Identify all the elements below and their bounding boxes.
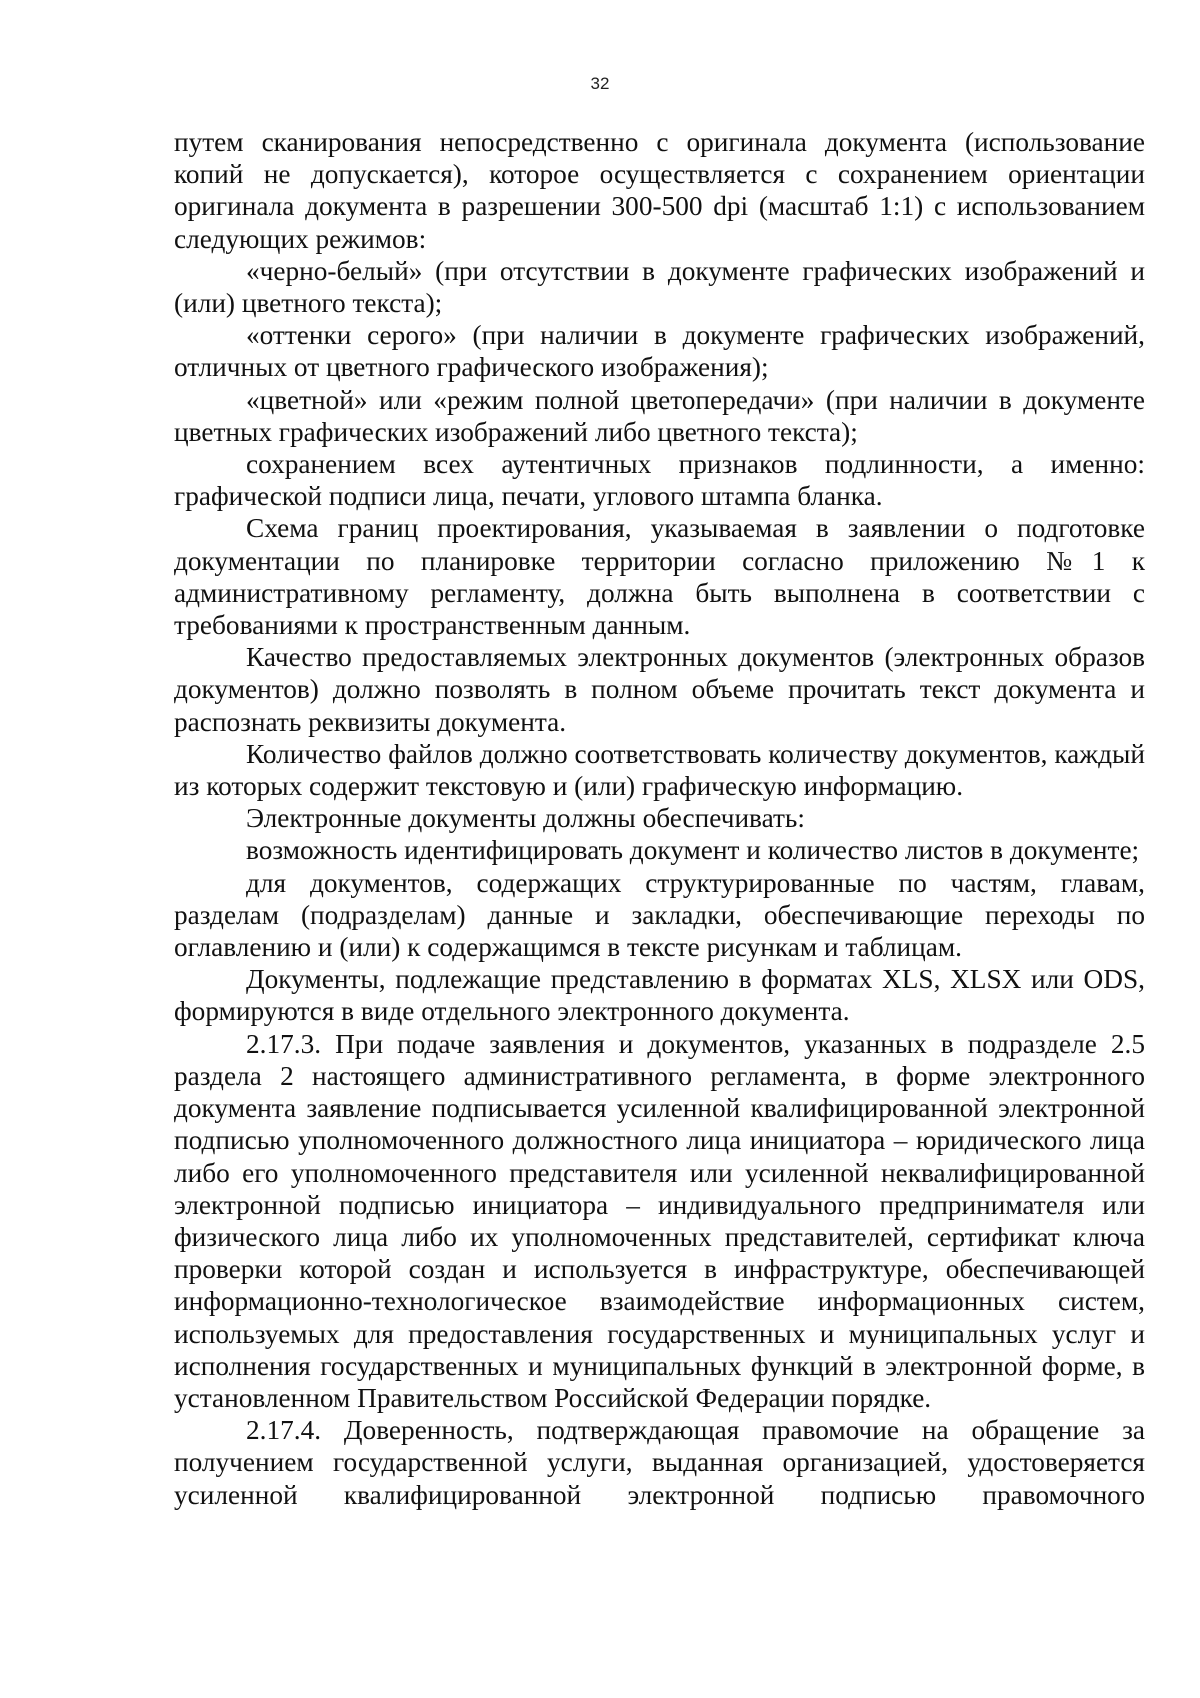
paragraph: Количество файлов должно соответствовать количеству документов, каждый из которых содержит текстовую и (или) графическую информацию. — [174, 738, 1145, 802]
paragraph: возможность идентифицировать документ и количество листов в документе; — [246, 835, 1140, 866]
paragraph: Качество предоставляемых электронных документов (электронных образов документов) должно позволять в полном объеме прочитать текст документа и распознать реквизиты документа. — [174, 642, 1145, 737]
paragraph: сохранением всех аутентичных признаков подлинности, а именно: графической подписи лица, печати, углового штампа бланка. — [174, 449, 1145, 512]
paragraph: «цветной» или «режим полной цветопередачи» (при наличии в документе цветных графических изображений либо цветного текста); — [174, 384, 1145, 447]
paragraph: 2.17.3. При подаче заявления и документов, указанных в подразделе 2.5 раздела 2 настоящего административного регламента, в форме электронного документа заявление подписывается усиленной квалифицированной электронной подписью уполномоченного должностного лица инициатора – юридического лица либо его уполномоченного представителя или усиленной неквалифицированной электронной подписью инициатора – индивидуального предпринимателя или физического лица либо их уполномоченных представителей, сертификат ключа проверки которой создан и используется в инфраструктуре, обеспечивающей информационно-технологическое взаимодействие информационных систем, используемых для предоставления государственных и муниципальных услуг и исполнения государственных и муниципальных функций в электронной форме, в установленном Правительством Российской Федерации порядке. — [174, 1028, 1145, 1413]
paragraph: путем сканирования непосредственно с оригинала документа (использование копий не допускается), которое осуществляется с сохранением ориентации оригинала документа в разрешении 300-500 dpi (масштаб 1:1) с использованием следующих режимов: — [174, 127, 1145, 254]
paragraph: Электронные документы должны обеспечивать: — [246, 803, 805, 834]
paragraph: для документов, содержащих структурированные по частям, главам, разделам (подразделам) данные и закладки, обеспечивающие переходы по оглавлению и (или) к содержащимся в тексте рисункам и таблицам. — [174, 867, 1145, 963]
page-number: 32 — [590, 74, 610, 93]
paragraph: Схема границ проектирования, указываемая в заявлении о подготовке документации по планировке территории согласно приложению №1 к административному регламенту, должна быть выполнена в соответствии с требованиями к пространственным данным. — [174, 513, 1145, 641]
paragraph: Документы, подлежащие представлению в форматах XLS, XLSX или ODS, формируются в виде отдельного электронного документа. — [174, 964, 1145, 1027]
paragraph: «оттенки серого» (при наличии в документе графических изображений, отличных от цветного графического изображения); — [174, 320, 1145, 383]
document-body — [174, 126, 1145, 1511]
paragraph: «черно-белый» (при отсутствии в документе графических изображений и (или) цветного текста); — [174, 255, 1145, 319]
paragraph: 2.17.4. Доверенность, подтверждающая правомочие на обращение за получением государственной услуги, выданная организацией, удостоверяется усиленной квалифицированной электронной подписью правомочного — [174, 1415, 1145, 1510]
